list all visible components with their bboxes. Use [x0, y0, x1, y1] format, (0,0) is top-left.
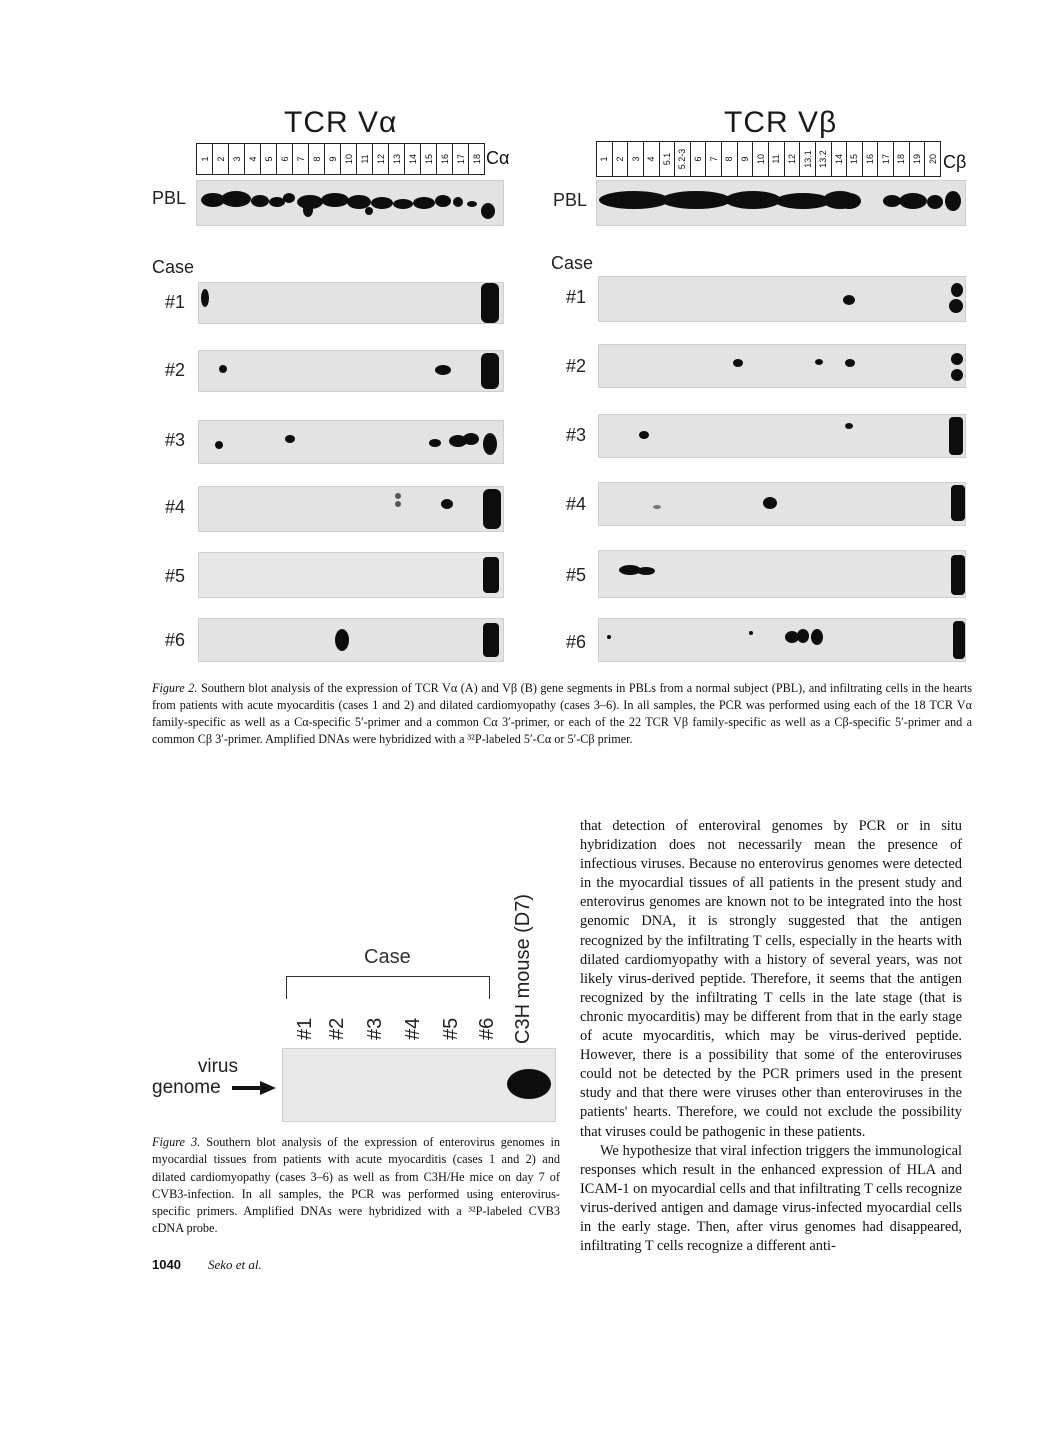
panel-a-case4-strip [198, 486, 504, 532]
panel-b-row-label: #4 [566, 494, 587, 514]
figure-2-caption-label: Figure 2. [152, 681, 198, 695]
panel-a-pbl-strip [196, 180, 504, 226]
case-bracket [286, 976, 490, 999]
panel-b-pbl-strip [596, 180, 966, 226]
figure-3-lane-label: #3 [364, 1017, 386, 1040]
band [607, 635, 611, 639]
panel-a-row-label: #4 [165, 497, 186, 517]
band [463, 433, 479, 445]
panel-b-lane-13 [784, 141, 801, 177]
panel-a-lane-label: 14 [407, 153, 418, 165]
figure-3-lane-label: #4 [402, 1017, 424, 1040]
band [467, 201, 477, 207]
panel-b-lane-label: 3 [630, 156, 641, 162]
panel-b-lane-5 [659, 141, 676, 177]
figure-3-lane-label: #5 [440, 1017, 462, 1040]
band [725, 191, 781, 209]
arrow-right-icon [232, 1078, 278, 1098]
panel-b-lane-label: 17 [880, 153, 891, 165]
panel-a-lane-3 [228, 143, 245, 175]
band [395, 501, 401, 507]
band [483, 623, 499, 657]
panel-b-row-label: #3 [566, 425, 587, 445]
panel-a-row-label: #6 [165, 630, 186, 650]
panel-a-lane-label: 3 [231, 156, 242, 162]
band [285, 435, 295, 443]
panel-b-case4-strip [598, 482, 966, 526]
panel-a-lane-12 [372, 143, 389, 175]
band [413, 197, 435, 209]
panel-b-lane-label: 8 [724, 156, 735, 162]
band [653, 505, 661, 509]
panel-a-row-label: #1 [165, 292, 186, 312]
panel-b-lane-label: 10 [755, 153, 766, 165]
panel-a-lane-11 [356, 143, 373, 175]
virus-genome-label [164, 1057, 238, 1077]
virus-label-line2: genome [152, 1077, 221, 1098]
panel-b-lane-label: 16 [865, 153, 876, 165]
panel-a-lane-16 [436, 143, 453, 175]
panel-b-case3-strip [598, 414, 966, 458]
panel-a-lane-label: 16 [439, 153, 450, 165]
panel-a-case6-strip [198, 618, 504, 662]
panel-a-lane-label: 5 [263, 156, 274, 162]
figure-3-lane-label: #1 [294, 1017, 316, 1040]
band [481, 283, 499, 323]
panel-b-lane-1 [596, 141, 613, 177]
figure-2-caption-text: Southern blot analysis of the expression of TCR Vα (A) and Vβ (B) gene segments in PBLs from a normal subject (PBL), and infiltrating cells in the hearts from patients with acute myocarditis (cases 1 and 2) and dilated cardiomyopathy (cases 3–6). In all samples, the PCR was performed using each of the 18 TCR Vα family-specific as well as a Cα-specific 5′-primer and a common Cα 3′-primer, or each of the 22 TCR Vβ family-specific as well as a Cβ-specific 5′-primer and a common Cβ 3′-primer. Amplified DNAs were hybridized with a ³²P-labeled 5′-Cα or 5′-Cβ primer. [152, 681, 973, 746]
band [815, 359, 823, 365]
band [843, 295, 855, 305]
band [483, 557, 499, 593]
panel-a-lane-8 [308, 143, 325, 175]
band [201, 289, 209, 307]
panel-b-case2-strip [598, 344, 966, 388]
panel-a-case5-strip [198, 552, 504, 598]
band [321, 193, 349, 207]
panel-a-title: TCR Vα [284, 106, 398, 139]
panel-b-lane-10 [737, 141, 754, 177]
panel-b-lane-12 [768, 141, 785, 177]
panel-a-lane-label: 9 [327, 156, 338, 162]
band [837, 193, 861, 209]
band [927, 195, 943, 209]
panel-b-lane-label: 19 [912, 153, 923, 165]
panel-a-case-label: Case [152, 257, 195, 277]
band [953, 621, 965, 659]
figure-3-caption-label: Figure 3. [152, 1135, 201, 1149]
panel-a-pbl-label: PBL [152, 188, 187, 208]
panel-b-lane-label: 7 [708, 156, 719, 162]
panel-a-lane-label: 4 [247, 156, 258, 162]
band [215, 441, 223, 449]
band [945, 191, 961, 211]
band [395, 493, 401, 499]
panel-b-lane-label: 14 [833, 153, 844, 165]
band [371, 197, 393, 209]
band [899, 193, 927, 209]
panel-b-lane-label: 5.2-3 [677, 148, 688, 170]
panel-b-lane-6 [674, 141, 691, 177]
panel-a-lane-label: 17 [455, 153, 466, 165]
band [599, 191, 669, 209]
panel-b-lane-17 [846, 141, 863, 177]
band [951, 353, 963, 365]
panel-b-lane-21 [909, 141, 926, 177]
band [441, 499, 453, 509]
panel-b-lane-18 [862, 141, 879, 177]
figure-3-lane-label: #2 [326, 1017, 348, 1040]
band [797, 629, 809, 643]
band [429, 439, 441, 447]
band [251, 195, 269, 207]
panel-a-lane-label: 18 [471, 153, 482, 165]
panel-b-lane-label: 13.1 [802, 150, 813, 168]
panel-a-lane-14 [404, 143, 421, 175]
panel-b-lane-8 [705, 141, 722, 177]
panel-b-lane-16 [831, 141, 848, 177]
band [507, 1069, 551, 1099]
panel-a-lane-9 [324, 143, 341, 175]
panel-a-case1-strip [198, 282, 504, 324]
figure-3-caption [152, 1134, 560, 1238]
panel-a-row-label: #3 [165, 430, 186, 450]
figure-3-blot-strip [282, 1048, 556, 1122]
band [951, 485, 965, 521]
panel-b-lane-label: 12 [786, 153, 797, 165]
panel-b-lane-label: 2 [614, 156, 625, 162]
mouse-label: C3H mouse (D7) [512, 893, 534, 1044]
panel-b-lane-7 [690, 141, 707, 177]
panel-a-case3-strip [198, 420, 504, 464]
band [435, 365, 451, 375]
band [949, 417, 963, 455]
panel-a-row-label: #2 [165, 360, 186, 380]
panel-b-lane-label: 15 [849, 153, 860, 165]
panel-b-case-label: Case [551, 253, 594, 273]
panel-b-lane-label: 13.2 [818, 150, 829, 168]
panel-b-lane-15 [815, 141, 832, 177]
panel-a-lane-13 [388, 143, 405, 175]
band [435, 195, 451, 207]
panel-a-case2-strip [198, 350, 504, 392]
panel-a-lane-label: 2 [215, 156, 226, 162]
panel-a-lane-label: 1 [199, 156, 210, 162]
panel-b-row-label: #6 [566, 632, 587, 652]
panel-b-lane-4 [643, 141, 660, 177]
band [951, 283, 963, 297]
panel-b-lane-label: 5.1 [661, 152, 672, 166]
band [845, 359, 855, 367]
panel-b-case5-strip [598, 550, 966, 598]
figure-3-lane-label: #6 [476, 1017, 498, 1040]
panel-b-case6-strip [598, 618, 966, 662]
panel-a-lane-label: 7 [295, 156, 306, 162]
panel-a-row-label: #5 [165, 566, 186, 586]
running-head: Seko et al. [208, 1257, 262, 1272]
panel-b-lane-2 [612, 141, 629, 177]
panel-a-lane-label: 10 [343, 153, 354, 165]
panel-b-lane-22 [924, 141, 941, 177]
panel-b-constant-label: Cβ [943, 152, 967, 172]
body-text-column [580, 817, 962, 1256]
band [283, 193, 295, 203]
band [481, 203, 495, 219]
band [481, 353, 499, 389]
panel-b-lane-11 [752, 141, 769, 177]
panel-b-row-label: #1 [566, 287, 587, 307]
band [303, 203, 313, 217]
band [639, 431, 649, 439]
band [749, 631, 753, 635]
panel-b-lane-label: 4 [646, 156, 657, 162]
panel-a-lane-label: 12 [375, 153, 386, 165]
body-paragraph-1: that detection of enteroviral genomes by PCR or in situ hybridization does not necessarily mean the presence of infectious viruses. Because no enterovirus genomes were detected in the myocardial tissues of all patients in the present study and enterovirus genomes are known not to be integrated into the host genomic DNA, it is strongly suggested that the antigen recognized by the infiltrating T cells, especially in the hearts with dilated cardiomyopathy with a history of several years, was not likely virus-derived peptide. Therefore, it seems that the antigen recognized by the infiltrating T cells in the late stage (that is chronic myocarditis) may be different from that in the early stage of acute myocarditis, which may be virus-derived peptide. However, there is a possibility that some of the enteroviruses could not be detected by the PCR primers used in the present study and that there were viruses other than enteroviruses in the patients' hearts. Therefore, we could not exclude the possibility that viruses could be pathogenic in these patients. [580, 818, 962, 1140]
band [365, 207, 373, 215]
panel-a-lane-7 [292, 143, 309, 175]
panel-a-lane-label: 13 [391, 153, 402, 165]
panel-b-lane-19 [877, 141, 894, 177]
panel-a-lane-18 [468, 143, 485, 175]
band [335, 629, 349, 651]
band [393, 199, 413, 209]
panel-b-lane-9 [721, 141, 738, 177]
figure-3-caption-text: Southern blot analysis of the expression of enterovirus genomes in myocardial tissues from patients with acute myocarditis (cases 1 and 2) and dilated cardiomyopathy (cases 3–6) as well as from C3H/He mice on day 7 of CVB3-infection. In all samples, the PCR was performed using enterovirus-specific primers. Amplified DNAs were hybridized with a ³²P-labeled CVB3 cDNA probe. [152, 1135, 561, 1236]
band [763, 497, 777, 509]
panel-a-lane-1 [196, 143, 213, 175]
panel-b-lane-label: 6 [693, 156, 704, 162]
panel-a-lane-2 [212, 143, 229, 175]
band [453, 197, 463, 207]
panel-b-lane-14 [799, 141, 816, 177]
panel-a-lane-label: 6 [279, 156, 290, 162]
panel-b-lane-label: 20 [927, 153, 938, 165]
panel-a-lane-6 [276, 143, 293, 175]
band [845, 423, 853, 429]
panel-a-lane-15 [420, 143, 437, 175]
panel-a-constant-label: Cα [486, 148, 510, 168]
figure-2-caption [152, 680, 972, 748]
panel-b-lane-label: 9 [740, 156, 751, 162]
band [661, 191, 731, 209]
panel-a-lane-label: 11 [359, 154, 370, 164]
panel-b-row-label: #2 [566, 356, 587, 376]
panel-a-lane-5 [260, 143, 277, 175]
panel-b-lane-label: 11 [771, 154, 782, 164]
band [483, 489, 501, 529]
panel-b-pbl-label: PBL [553, 190, 588, 210]
panel-b-case1-strip [598, 276, 966, 322]
band [221, 191, 251, 207]
panel-a-lane-label: 8 [311, 156, 322, 162]
panel-a-lane-17 [452, 143, 469, 175]
band [951, 555, 965, 595]
band [483, 433, 497, 455]
band [637, 567, 655, 575]
band [219, 365, 227, 373]
body-paragraph-2: We hypothesize that viral infection triggers the immunological responses which result in the enhanced expression of HLA and ICAM-1 on myocardial cells and that infiltrating T cells recognize virus-derived antigen and damage virus-infected myocardial cells in the early stage. Then, after virus genomes had disappeared, infiltrating T cells recognize a different anti- [580, 1142, 962, 1255]
panel-b-lane-3 [627, 141, 644, 177]
panel-b-row-label: #5 [566, 565, 587, 585]
panel-b-lane-label: 1 [599, 156, 610, 162]
panel-a-lane-10 [340, 143, 357, 175]
band [951, 369, 963, 381]
band [811, 629, 823, 645]
panel-b-lane-20 [893, 141, 910, 177]
panel-b-lane-label: 18 [896, 153, 907, 165]
figure-3-case-label: Case [364, 946, 411, 968]
panel-a-lane-4 [244, 143, 261, 175]
panel-b-title: TCR Vβ [724, 106, 838, 139]
virus-label-line1: virus [197, 1056, 238, 1077]
panel-a-lane-label: 15 [423, 153, 434, 165]
band [733, 359, 743, 367]
band [949, 299, 963, 313]
page-number: 1040 [152, 1257, 181, 1272]
